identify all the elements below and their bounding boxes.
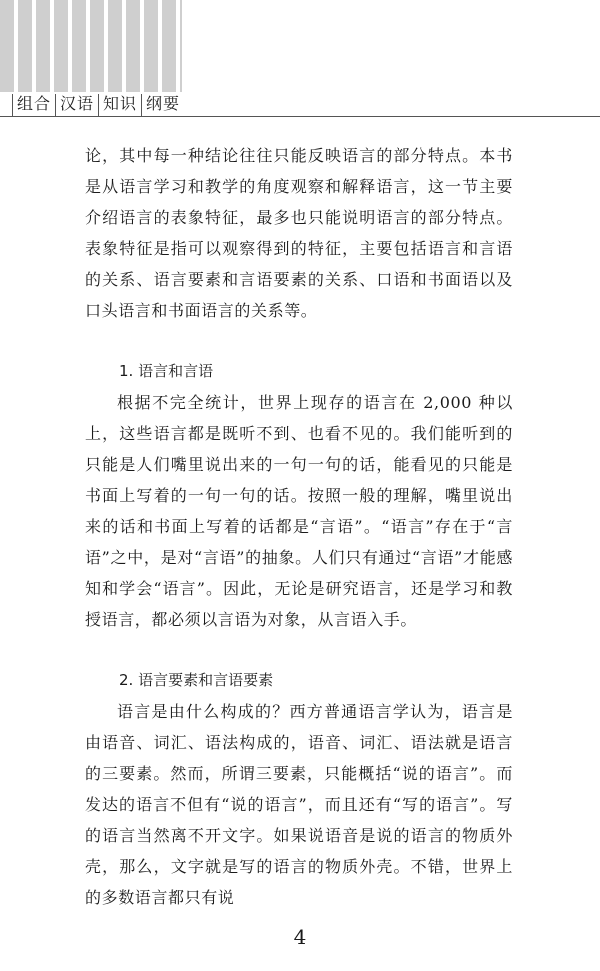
header-decoration-stripes: [0, 0, 182, 92]
section-heading-1: 1. 语言和言语: [119, 362, 214, 380]
header-rule: [0, 116, 600, 117]
section-gap: [85, 635, 513, 665]
page-body: [85, 140, 513, 913]
series-title: [12, 92, 184, 116]
series-title-segment: 汉语: [55, 94, 98, 116]
series-title-segment: 纲要: [141, 94, 184, 116]
section-2-paragraph: 语言是由什么构成的？西方普通语言学认为，语言是由语音、词汇、语法构成的，语音、词汇、语法就是语言的三要素。然而，所谓三要素，只能概括“说的语言”。而发达的语言不但有“说的语言”，而且还有“写的语言”。写的语言当然离不开文字。如果说语音是说的语言的物质外壳，那么，文字就是写的语言的物质外壳。不错，世界上的多数语言都只有说: [85, 702, 513, 907]
intro-paragraph: 论，其中每一种结论往往只能反映语言的部分特点。本书是从语言学习和教学的角度观察和解释语言，这一节主要介绍语言的表象特征，最多也只能说明语言的部分特点。表象特征是指可以观察得到的特征，主要包括语言和言语的关系、语言要素和言语要素的关系、口语和书面语以及口头语言和书面语言的关系等。: [85, 146, 513, 320]
page-number: 4: [293, 925, 307, 949]
series-title-segment: 知识: [98, 94, 141, 116]
section-heading-2: 2. 语言要素和言语要素: [119, 671, 274, 689]
series-title-segment: 组合: [12, 94, 55, 116]
section-gap: [85, 326, 513, 356]
section-1-paragraph: 根据不完全统计，世界上现存的语言在 2,000 种以上，这些语言都是既听不到、也看不见的。我们能听到的只能是人们嘴里说出来的一句一句的话，能看见的只能是书面上写着的一句一句的话。按照一般的理解，嘴里说出来的话和书面上写着的话都是“言语”。“语言”存在于“言语”之中，是对“言语”的抽象。人们只有通过“言语”才能感知和学会“语言”。因此，无论是研究语言，还是学习和教授语言，都必须以言语为对象，从言语入手。: [85, 393, 513, 629]
